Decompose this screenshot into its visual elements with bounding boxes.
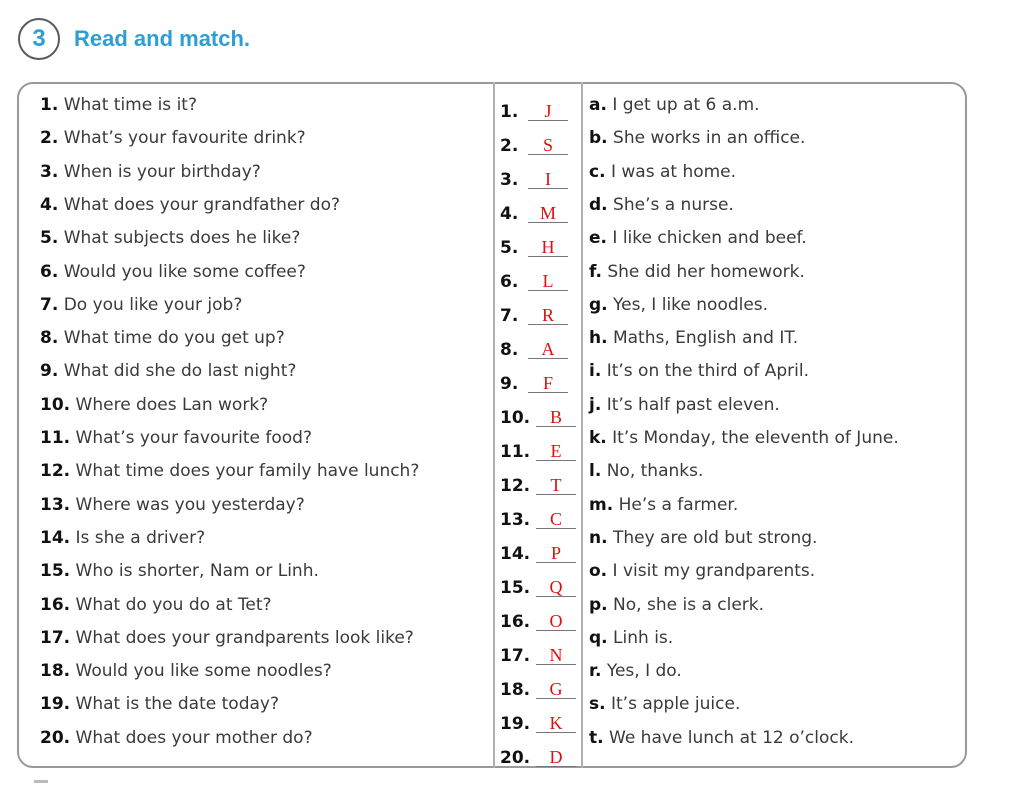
question-number: 8.: [40, 328, 59, 349]
answer-text: I like chicken and beef.: [612, 228, 807, 249]
answer-item: [589, 426, 899, 450]
match-number: 9.: [500, 374, 519, 394]
match-answer-blank[interactable]: I: [528, 170, 568, 189]
match-answer-blank[interactable]: S: [528, 136, 568, 155]
answer-item: [589, 226, 807, 250]
answer-item: [589, 359, 809, 383]
answer-item: [589, 559, 815, 583]
question-text: Where was you yesterday?: [75, 494, 305, 515]
question-item: [40, 293, 242, 317]
match-number: 19.: [500, 714, 531, 734]
match-answer-blank[interactable]: O: [536, 612, 576, 631]
answer-letter: t.: [589, 727, 604, 748]
match-answer-blank[interactable]: L: [528, 272, 568, 291]
match-answer-blank[interactable]: A: [528, 340, 568, 359]
question-number: 9.: [40, 361, 59, 382]
answer-item: [589, 93, 760, 117]
question-number: 5.: [40, 228, 59, 249]
question-text: Who is shorter, Nam or Linh.: [75, 561, 319, 582]
question-text: Is she a driver?: [75, 527, 206, 548]
question-item: [40, 160, 261, 184]
question-number: 1.: [40, 95, 59, 115]
answer-letter: q.: [589, 627, 608, 648]
question-text: Where does Lan work?: [75, 394, 269, 415]
question-number: 2.: [40, 128, 59, 149]
exercise-title: Read and match.: [74, 26, 251, 51]
match-answer-blank[interactable]: B: [536, 408, 576, 427]
answer-text: I get up at 6 a.m.: [612, 95, 760, 115]
question-text: What’s your favourite food?: [75, 428, 312, 448]
match-answer-blank[interactable]: J: [528, 102, 568, 121]
answer-text: She works in an office.: [613, 128, 806, 149]
match-answer-blank[interactable]: G: [536, 680, 576, 699]
answer-letter: f.: [589, 261, 602, 282]
answer-letter: c.: [589, 161, 606, 182]
match-number: 15.: [500, 578, 531, 598]
answer-item: [589, 393, 780, 417]
question-item: [40, 93, 197, 117]
answer-item: [589, 692, 740, 716]
answer-text: It’s Monday, the eleventh of June.: [612, 428, 899, 448]
question-item: [40, 659, 332, 683]
answer-letter: i.: [589, 361, 602, 382]
answer-letter: m.: [589, 494, 614, 515]
answer-item: [589, 659, 682, 683]
answer-item: [589, 726, 854, 750]
answer-text: No, she is a clerk.: [613, 594, 765, 615]
answer-letter: s.: [589, 694, 606, 715]
answer-text: It’s half past eleven.: [606, 394, 780, 415]
answer-text: It’s on the third of April.: [606, 361, 810, 382]
answer-item: [589, 459, 703, 483]
answer-text: I was at home.: [610, 161, 737, 182]
answer-item: [589, 526, 817, 550]
match-number: 8.: [500, 340, 519, 360]
answer-text: It’s apple juice.: [610, 694, 741, 715]
question-number: 16.: [40, 594, 71, 615]
question-text: What does your grandparents look like?: [75, 627, 414, 648]
match-number: 5.: [500, 238, 519, 258]
question-text: What time does your family have lunch?: [75, 461, 420, 482]
question-item: [40, 126, 306, 150]
match-answer-blank[interactable]: Q: [536, 578, 576, 597]
match-number: 12.: [500, 476, 531, 496]
question-item: [40, 359, 296, 383]
answer-item: [589, 326, 798, 350]
match-number: 17.: [500, 646, 531, 666]
question-item: [40, 559, 319, 583]
answer-letter: r.: [589, 661, 602, 682]
match-number: 20.: [500, 748, 531, 768]
question-text: Would you like some noodles?: [75, 661, 332, 682]
answer-letter: p.: [589, 594, 608, 615]
question-item: [40, 226, 300, 250]
question-number: 7.: [40, 294, 59, 315]
match-number: 6.: [500, 272, 519, 292]
answer-letter: a.: [589, 95, 607, 115]
answer-text: She’s a nurse.: [613, 194, 734, 215]
question-number: 14.: [40, 527, 71, 548]
match-number: 18.: [500, 680, 531, 700]
question-item: [40, 526, 205, 550]
answer-text: He’s a farmer.: [618, 494, 739, 515]
question-text: Would you like some coffee?: [63, 261, 306, 282]
question-number: 20.: [40, 727, 71, 748]
question-number: 12.: [40, 461, 71, 482]
question-text: What did she do last night?: [63, 361, 297, 382]
match-answer-blank[interactable]: P: [536, 544, 576, 563]
match-number: 3.: [500, 170, 519, 190]
question-item: [40, 692, 279, 716]
answer-letter: h.: [589, 328, 608, 349]
exercise-header: [18, 18, 250, 60]
question-text: What time is it?: [63, 95, 197, 115]
answer-item: [589, 493, 738, 517]
question-item: [40, 426, 312, 450]
match-answer-blank[interactable]: F: [528, 374, 568, 393]
match-number: 7.: [500, 306, 519, 326]
answer-letter: l.: [589, 461, 602, 482]
match-answer-blank[interactable]: M: [528, 204, 568, 223]
answer-item: [589, 160, 736, 184]
answer-letter: o.: [589, 561, 608, 582]
match-answer-blank[interactable]: N: [536, 646, 576, 665]
answer-item: [589, 293, 768, 317]
question-item: [40, 726, 313, 750]
answer-item: [589, 260, 805, 284]
answer-letter: b.: [589, 128, 608, 149]
question-item: [40, 326, 285, 350]
answer-letter: k.: [589, 428, 607, 448]
question-number: 15.: [40, 561, 71, 582]
match-answer-blank[interactable]: D: [536, 748, 576, 767]
match-number: 13.: [500, 510, 531, 530]
question-text: When is your birthday?: [63, 161, 261, 182]
answer-text: No, thanks.: [606, 461, 704, 482]
column-divider-right: [581, 82, 583, 768]
question-number: 10.: [40, 394, 71, 415]
answer-item: [589, 126, 805, 150]
answer-text: Linh is.: [613, 627, 674, 648]
question-text: What’s your favourite drink?: [63, 128, 306, 149]
question-text: What does your mother do?: [75, 727, 313, 748]
match-number: 14.: [500, 544, 531, 564]
page-edge-mark: [34, 780, 48, 783]
question-item: [40, 393, 268, 417]
match-number: 1.: [500, 102, 519, 122]
answer-letter: g.: [589, 294, 608, 315]
question-number: 18.: [40, 661, 71, 682]
question-text: What subjects does he like?: [63, 228, 301, 249]
answer-item: [589, 193, 734, 217]
answer-item: [589, 626, 673, 650]
question-item: [40, 493, 305, 517]
question-item: [40, 260, 306, 284]
answer-item: [589, 593, 764, 617]
answer-text: Yes, I like noodles.: [613, 294, 769, 315]
question-item: [40, 593, 272, 617]
question-number: 13.: [40, 494, 71, 515]
question-item: [40, 626, 414, 650]
question-number: 4.: [40, 194, 59, 215]
answer-text: Maths, English and IT.: [612, 328, 799, 349]
answer-text: We have lunch at 12 o’clock.: [609, 727, 854, 748]
question-number: 11.: [40, 428, 71, 448]
match-answer-blank[interactable]: H: [528, 238, 568, 257]
question-number: 17.: [40, 627, 71, 648]
question-text: What does your grandfather do?: [63, 194, 340, 215]
match-number: 4.: [500, 204, 519, 224]
answer-text: They are old but strong.: [612, 527, 818, 548]
match-answer-blank[interactable]: K: [536, 714, 576, 733]
match-number: 10.: [500, 408, 531, 428]
match-answer-blank[interactable]: T: [536, 476, 576, 495]
question-item: [40, 193, 340, 217]
match-answer-blank[interactable]: R: [528, 306, 568, 325]
answer-letter: d.: [589, 194, 608, 215]
answer-letter: n.: [589, 527, 608, 548]
column-divider-left: [493, 82, 495, 768]
answer-letter: j.: [589, 394, 602, 415]
question-text: Do you like your job?: [63, 294, 243, 315]
question-text: What is the date today?: [75, 694, 279, 715]
question-text: What do you do at Tet?: [75, 594, 272, 615]
match-answer-blank[interactable]: E: [536, 442, 576, 461]
answer-text: She did her homework.: [607, 261, 805, 282]
answer-text: I visit my grandparents.: [612, 561, 816, 582]
question-number: 19.: [40, 694, 71, 715]
answer-text: Yes, I do.: [606, 661, 682, 682]
question-number: 6.: [40, 261, 59, 282]
match-number: 2.: [500, 136, 519, 156]
question-item: [40, 459, 419, 483]
match-number: 16.: [500, 612, 531, 632]
exercise-number-badge: 3: [18, 18, 60, 60]
question-text: What time do you get up?: [63, 328, 285, 349]
question-number: 3.: [40, 161, 59, 182]
answer-letter: e.: [589, 228, 607, 249]
match-number: 11.: [500, 442, 531, 462]
match-answer-blank[interactable]: C: [536, 510, 576, 529]
